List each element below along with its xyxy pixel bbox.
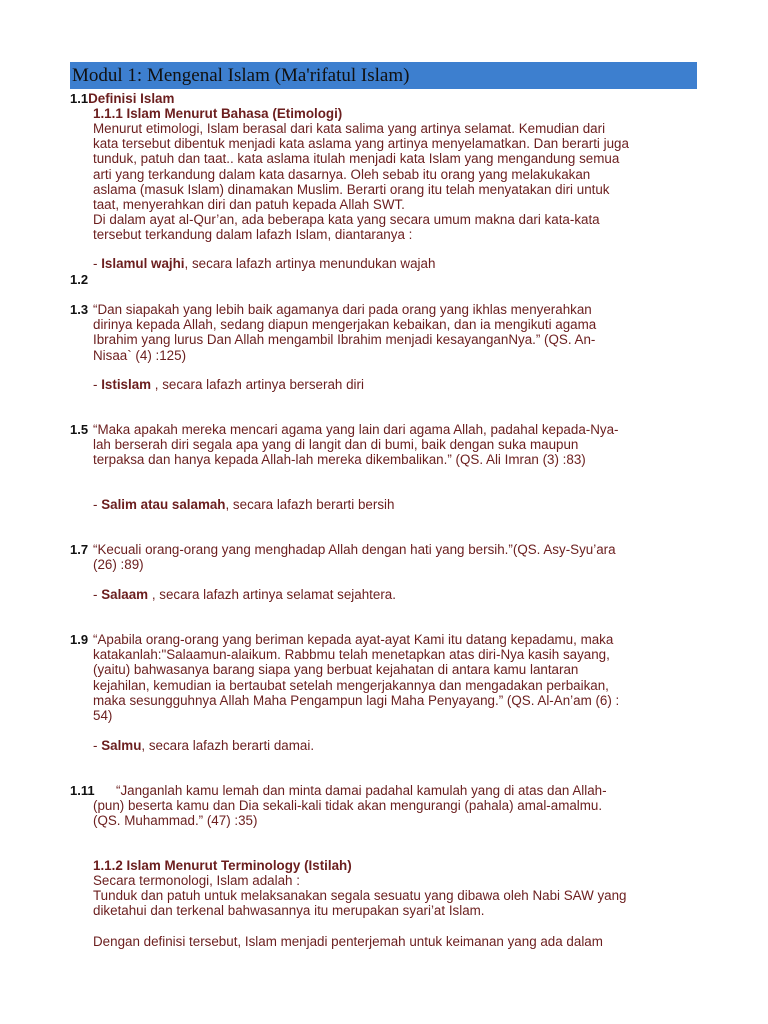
paragraph-line: arti yang terkandung dalam kata dasarnya. Oleh sebab itu orang yang melakukakan [93, 166, 591, 182]
page-title: Modul 1: Mengenal Islam (Ma'rifatul Islam) [72, 65, 410, 86]
term-islamul-wajhi: - Islamul wajhi, secara lafazh artinya menundukan wajah [93, 256, 436, 271]
paragraph-line: “Maka apakah mereka mencari agama yang lain dari agama Allah, padahal kepada-Nya- [93, 422, 619, 437]
paragraph-line: “Janganlah kamu lemah dan minta damai padahal kamulah yang di atas dan Allah- [116, 783, 607, 798]
paragraph-line: 54) [93, 708, 113, 724]
quote-paragraph-1-7 [93, 542, 616, 572]
paragraph-line: (QS. Muhammad.” (47) :35) [93, 813, 258, 829]
paragraph-line: kata tersebut dibentuk menjadi kata aslama yang artinya menyelamatkan. Dan berarti juga [93, 136, 629, 152]
paragraph-line: Tunduk dan patuh untuk melaksanakan segala sesuatu yang dibawa oleh Nabi SAW yang [93, 888, 627, 904]
paragraph-line: taat, menyerahkan diri dan patuh kepada Allah SWT. [93, 197, 405, 213]
closing-line: Dengan definisi tersebut, Islam menjadi penterjemah untuk keimanan yang ada dalam [93, 934, 603, 949]
term-name: Salmu [101, 738, 142, 753]
section-number-1-9: 1.9 [70, 632, 89, 647]
term-description: , secara lafazh artinya berserah diri [151, 377, 364, 392]
paragraph-line: Secara termonologi, Islam adalah : [93, 873, 300, 888]
section-heading: Definisi Islam [88, 91, 175, 106]
paragraph-line: Di dalam ayat al-Qur’an, ada beberapa kata yang secara umum makna dari kata-kata [93, 212, 600, 228]
paragraph-line: “Apabila orang-orang yang beriman kepada ayat-ayat Kami itu datang kepadamu, maka [93, 632, 614, 647]
term-description: , secara lafazh berarti bersih [225, 497, 395, 512]
quote-paragraph-1-11 [93, 783, 607, 829]
paragraph-line: diketahui dan terkenal bahwasannya itu merupakan syari’at Islam. [93, 903, 485, 919]
quote-paragraph-1-9 [93, 632, 619, 723]
etimologi-paragraph [93, 121, 629, 243]
term-salim-atau-salamah: - Salim atau salamah, secara lafazh berarti bersih [93, 497, 395, 512]
section-number-1-5: 1.5 [70, 422, 89, 437]
section-number: 1.1 [70, 91, 89, 106]
paragraph-line: kejahilan, kemudian ia bertaubat setelah mengerjakannya dan mengadakan perbaikan, [93, 677, 609, 693]
sub-heading-etimologi: 1.1.1 Islam Menurut Bahasa (Etimologi) [93, 106, 343, 121]
term-description: , secara lafazh artinya selamat sejahtera. [148, 587, 396, 602]
term-salmu: - Salmu, secara lafazh berarti damai. [93, 738, 315, 753]
term-name: Islamul wajhi [101, 256, 185, 271]
paragraph-line: maka sesungguhnya Allah Maha Pengampun lagi Maha Penyayang.” (QS. Al-An’am (6) : [93, 692, 620, 708]
paragraph-line: “Kecuali orang-orang yang menghadap Allah dengan hati yang bersih.”(QS. Asy-Syu’ara [93, 542, 616, 557]
paragraph-line: aslama (masuk Islam) dinamakan Muslim. Berarti orang itu telah menyatakan diri untuk [93, 181, 610, 197]
paragraph-line: Nisaa` (4) :125) [93, 347, 187, 363]
paragraph-line: terpaksa dan hanya kepada Allah-lah mereka dikembalikan.” (QS. Ali Imran (3) :83) [93, 452, 586, 468]
section-number-1-2: 1.2 [70, 272, 89, 287]
quote-paragraph-1-5 [93, 422, 619, 468]
paragraph-line: (26) :89) [93, 557, 144, 573]
paragraph-line: Ibrahim yang lurus Dan Allah mengambil Ibrahim menjadi kesayanganNya.” (QS. An- [93, 332, 596, 348]
term-description: , secara lafazh berarti damai. [141, 738, 315, 753]
document-page [70, 62, 697, 89]
paragraph-line: katakanlah:"Salaamun-alaikum. Rabbmu telah menetapkan atas diri-Nya kasih sayang, [93, 647, 610, 663]
term-name: Salaam [101, 587, 149, 602]
paragraph-line: tersebut terkandung dalam lafazh Islam, diantaranya : [93, 227, 413, 243]
paragraph-line: Menurut etimologi, Islam berasal dari kata salima yang artinya selamat. Kemudian dari [93, 121, 606, 136]
section-number-1-11: 1.11 [70, 783, 95, 798]
term-salaam: - Salaam , secara lafazh artinya selamat sejahtera. [93, 587, 396, 602]
section-1-1-heading-row [70, 91, 174, 106]
paragraph-line: (yaitu) bahwasanya barang siapa yang berbuat kejahatan di antara kamu lantaran [93, 662, 579, 678]
paragraph-line: dirinya kepada Allah, sedang diapun mengerjakan kebaikan, dan ia mengikuti agama [93, 317, 597, 333]
section-number-1-7: 1.7 [70, 542, 89, 557]
paragraph-line: (pun) beserta kamu dan Dia sekali-kali tidak akan mengurangi (pahala) amal-amalmu. [93, 798, 603, 814]
quote-paragraph-1-3 [93, 302, 596, 363]
term-name: Salim atau salamah [101, 497, 226, 512]
term-description: , secara lafazh artinya menundukan wajah [184, 256, 436, 271]
paragraph-line: tunduk, patuh dan taat.. kata aslama itulah menjadi kata Islam yang mengandung semua [93, 151, 620, 167]
sub-heading-terminology: 1.1.2 Islam Menurut Terminology (Istilah) [93, 858, 352, 873]
title-bar [70, 62, 697, 89]
term-name: Istislam [101, 377, 152, 392]
section-number-1-3: 1.3 [70, 302, 89, 317]
paragraph-line: lah berserah diri segala apa yang di langit dan di bumi, baik dengan suka maupun [93, 437, 579, 453]
paragraph-line: “Dan siapakah yang lebih baik agamanya dari pada orang yang ikhlas menyerahkan [93, 302, 592, 317]
terminology-paragraph [93, 873, 627, 919]
term-istislam: - Istislam , secara lafazh artinya berserah diri [93, 377, 364, 392]
